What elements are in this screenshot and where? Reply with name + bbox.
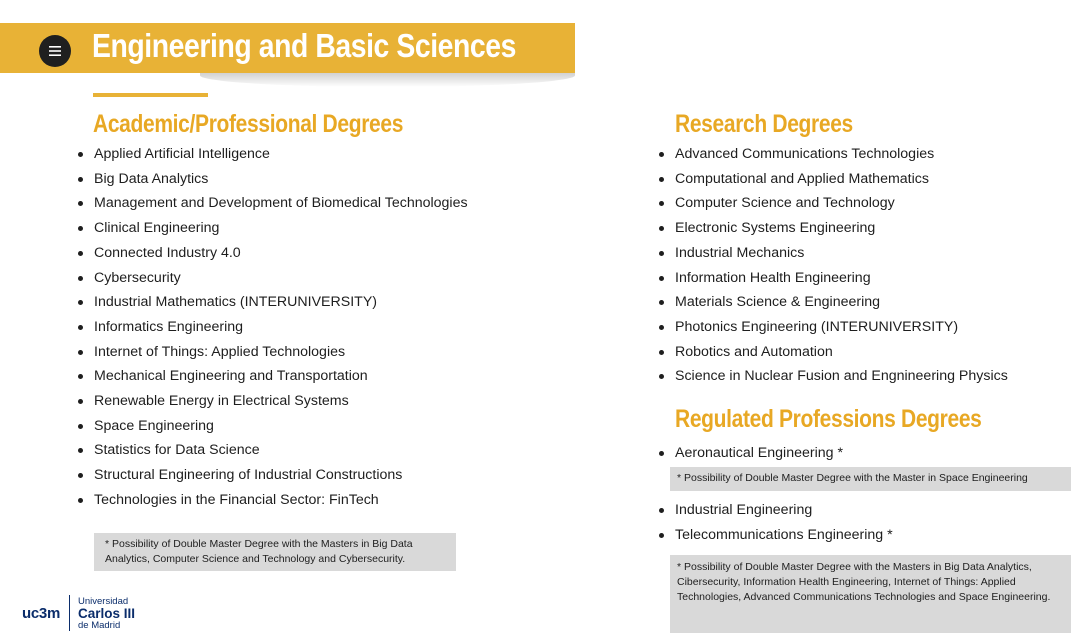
list-item: Computer Science and Technology [658, 191, 1008, 216]
list-item: Science in Nuclear Fusion and Engnineering Physics [658, 364, 1008, 389]
menu-icon [48, 45, 62, 57]
list-item: Informatics Engineering [77, 315, 468, 340]
list-item: Connected Industry 4.0 [77, 241, 468, 266]
research-degree-list [658, 142, 1008, 389]
list-item: Information Health Engineering [658, 266, 1008, 291]
list-item: Mechanical Engineering and Transportation [77, 364, 468, 389]
aeronautical-double-degree-note: * Possibility of Double Master Degree with the Master in Space Engineering [670, 467, 1071, 491]
list-item: Materials Science & Engineering [658, 290, 1008, 315]
list-item: Management and Development of Biomedical Technologies [77, 191, 468, 216]
list-item: Electronic Systems Engineering [658, 216, 1008, 241]
regulated-heading: Regulated Professions Degrees [675, 405, 982, 433]
list-item: Internet of Things: Applied Technologies [77, 340, 468, 365]
logo-mark: uc3m [22, 604, 60, 622]
list-item: Structural Engineering of Industrial Constructions [77, 463, 468, 488]
list-item: Industrial Engineering [658, 498, 893, 523]
logo-line-1: Universidad [78, 595, 129, 607]
list-item: Technologies in the Financial Sector: FinTech [77, 488, 468, 513]
list-item: Industrial Mathematics (INTERUNIVERSITY) [77, 290, 468, 315]
regulated-degree-list-2 [658, 498, 893, 547]
academic-double-degree-note: * Possibility of Double Master Degree with the Masters in Big Data Analytics, Computer Science and Technology and Cybersecurity. [94, 533, 456, 571]
list-item: Space Engineering [77, 414, 468, 439]
list-item: Clinical Engineering [77, 216, 468, 241]
academic-degree-list [77, 142, 468, 513]
list-item: Renewable Energy in Electrical Systems [77, 389, 468, 414]
list-item: Advanced Communications Technologies [658, 142, 1008, 167]
list-item: Telecommunications Engineering * [658, 523, 893, 548]
logo-line-3: de Madrid [78, 619, 121, 631]
list-item: Statistics for Data Science [77, 438, 468, 463]
academic-heading: Academic/Professional Degrees [93, 110, 404, 138]
uc3m-logo [22, 593, 135, 633]
list-item: Big Data Analytics [77, 167, 468, 192]
list-item: Industrial Mechanics [658, 241, 1008, 266]
logo-line-2: Carlos III [78, 605, 136, 621]
regulated-degree-list-1 [658, 441, 843, 466]
research-heading: Research Degrees [675, 110, 853, 138]
accent-divider [93, 93, 208, 97]
menu-button[interactable] [39, 35, 71, 67]
list-item: Applied Artificial Intelligence [77, 142, 468, 167]
list-item: Robotics and Automation [658, 340, 1008, 365]
list-item: Cybersecurity [77, 266, 468, 291]
list-item: Computational and Applied Mathematics [658, 167, 1008, 192]
logo-separator [69, 595, 70, 631]
list-item: Photonics Engineering (INTERUNIVERSITY) [658, 315, 1008, 340]
banner-shadow [200, 73, 575, 87]
telecom-double-degree-note: * Possibility of Double Master Degree with the Masters in Big Data Analytics, Cibersecurity, Information Health Engineering, Internet of Things: Applied Technologies, Advanced Communications Technologies and Space Engineering. [670, 555, 1071, 633]
logo-text [78, 596, 135, 631]
list-item: Aeronautical Engineering * [658, 441, 843, 466]
page-title: Engineering and Basic Sciences [92, 27, 517, 64]
